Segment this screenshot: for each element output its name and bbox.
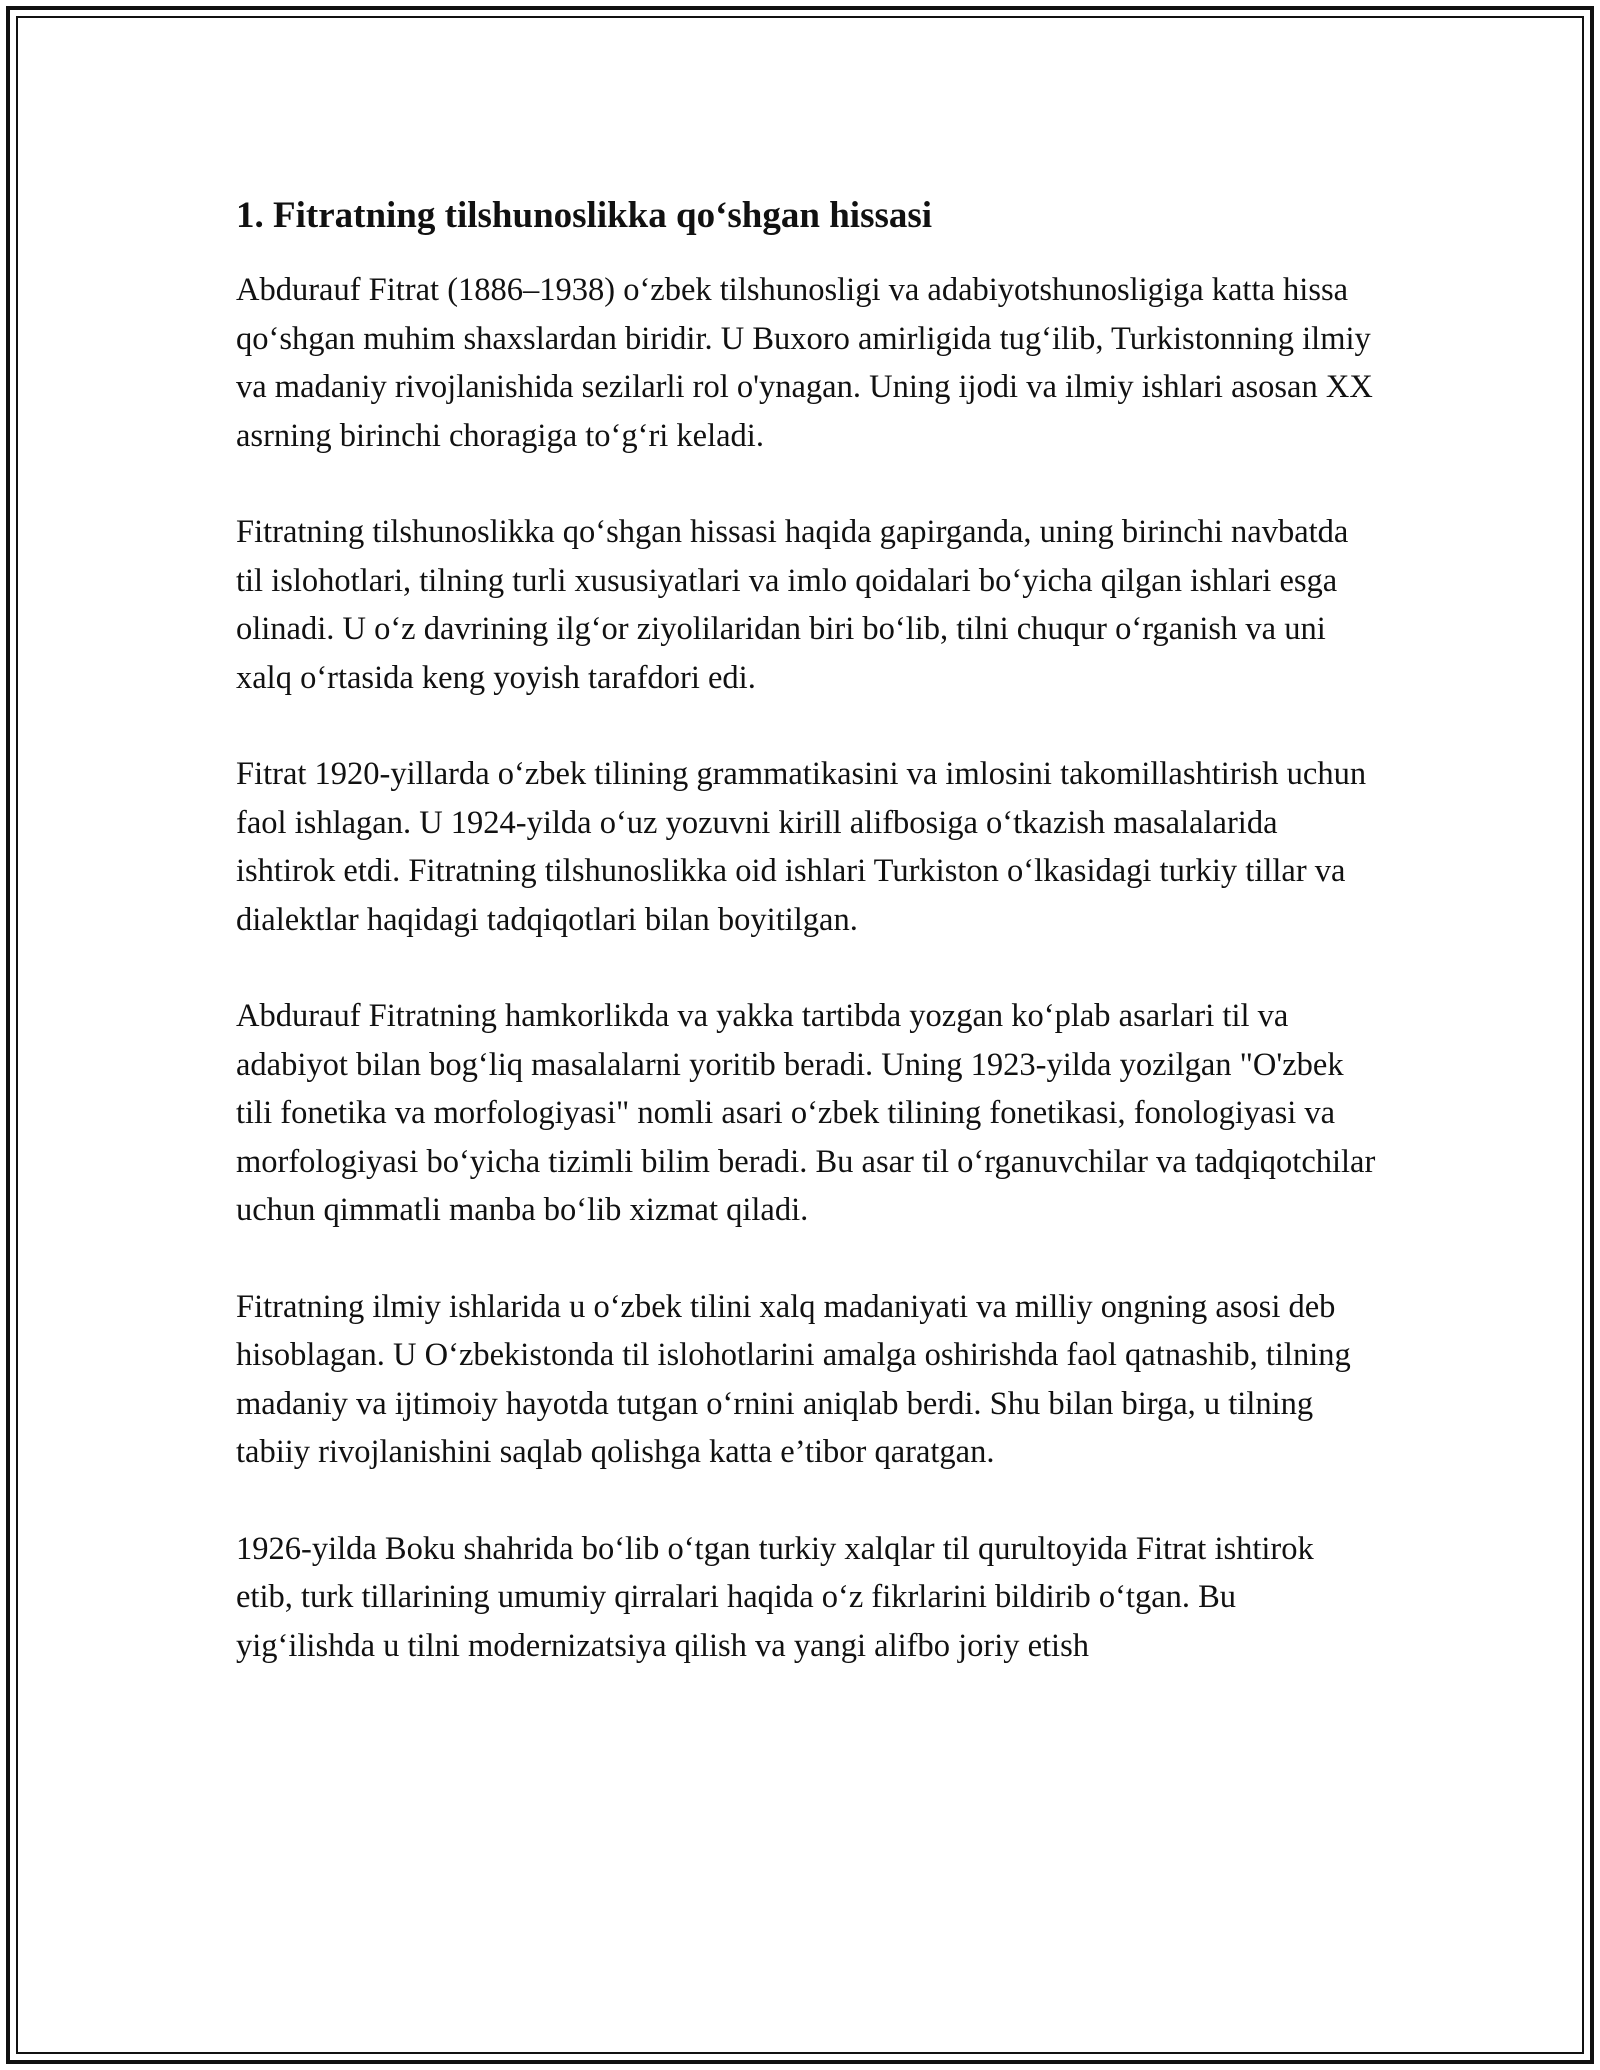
paragraph-6: 1926-yilda Boku shahrida bo‘lib o‘tgan turkiy xalqlar til qurultoyida Fitrat ishtirok etib, turk tillarining umumiy qirralari haqida o‘z fikrlarini bildirib o‘tgan. Bu yig‘ilishda u tilni modernizatsiya qilish va yangi alifbo joriy etish (236, 1530, 1314, 1664)
paragraph-5: Fitratning ilmiy ishlarida u o‘zbek tilini xalq madaniyati va milliy ongning asosi deb hisoblagan. U O‘zbekistonda til islohotlarini amalga oshirishda faol qatnashib, tilning madaniy va ijtimoiy hayotda tutgan o‘rnini aniqlab berdi. Shu bilan birga, u tilning tabiiy rivojlanishini saqlab qolishga katta e’tibor qaratgan. (236, 1288, 1351, 1470)
paragraph-3: Fitrat 1920-yillarda o‘zbek tilining grammatikasini va imlosini takomillashtirish uchun faol ishlagan. U 1924-yilda o‘uz yozuvni kirill alifbosiga o‘tkazish masalalarida ishtirok etdi. Fitratning tilshunoslikka oid ishlari Turkiston o‘lkasidagi turkiy tillar va dialektlar haqidagi tadqiqotlari bilan boyitilgan. (236, 756, 1367, 938)
document-body (236, 188, 1376, 1670)
paragraph-1: Abdurauf Fitrat (1886–1938) o‘zbek tilshunosligi va adabiyotshunosligiga katta hissa qo‘shgan muhim shaxslardan biridir. U Buxoro amirligida tug‘ilib, Turkistonning ilmiy va madaniy rivojlanishida sezilarli rol o'ynagan. Uning ijodi va ilmiy ishlari asosan XX asrning birinchi choragiga to‘g‘ri keladi. (236, 272, 1373, 454)
section-heading: 1. Fitratning tilshunoslikka qo‘shgan hissasi (236, 195, 933, 236)
paragraph-4: Abdurauf Fitratning hamkorlikda va yakka tartibda yozgan ko‘plab asarlari til va adabiyot bilan bog‘liq masalalarni yoritib beradi. Uning 1923-yilda yozilgan "O'zbek tili fonetika va morfologiyasi" nomli asari o‘zbek tilining fonetikasi, fonologiyasi va morfologiyasi bo‘yicha tizimli bilim beradi. Bu asar til o‘rganuvchilar va tadqiqotchilar uchun qimmatli manba bo‘lib xizmat qiladi. (236, 998, 1376, 1228)
paragraph-2: Fitratning tilshunoslikka qo‘shgan hissasi haqida gapirganda, uning birinchi navbatda til islohotlari, tilning turli xususiyatlari va imlo qoidalari bo‘yicha qilgan ishlari esga olinadi. U o‘z davrining ilg‘or ziyolilaridan biri bo‘lib, tilni chuqur o‘rganish va uni xalq o‘rtasida keng yoyish tarafdori edi. (236, 514, 1349, 696)
